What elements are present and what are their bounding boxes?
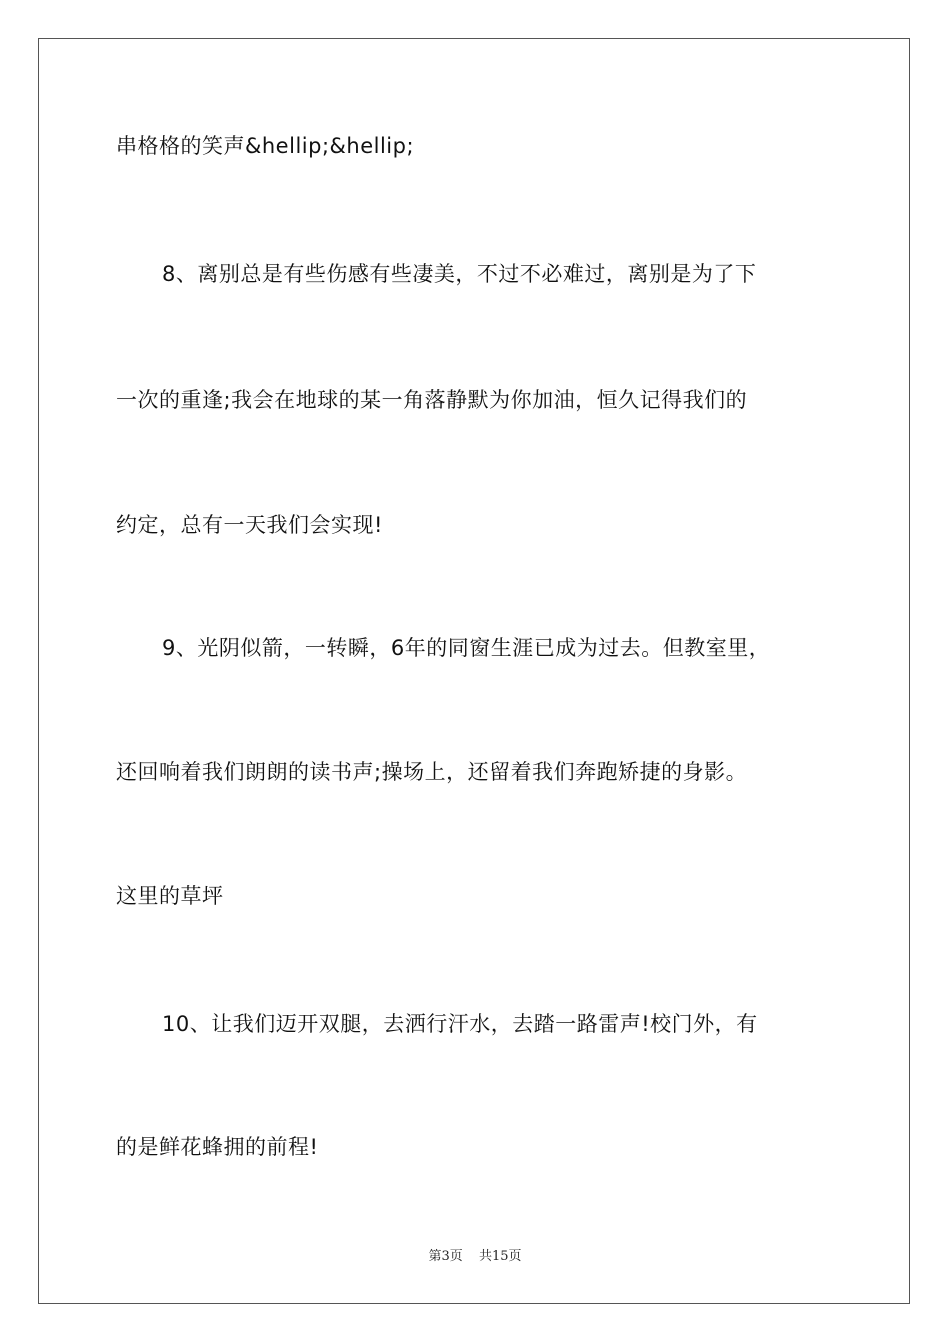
page-number-total: 共15页 bbox=[478, 1249, 522, 1264]
text-line: 约定，总有一天我们会实现! bbox=[116, 513, 383, 537]
text-line: 这里的草坪 bbox=[116, 884, 224, 908]
text-line: 8、离别总是有些伤感有些凄美，不过不必难过，离别是为了下 bbox=[162, 262, 757, 286]
text-line: 9、光阴似箭，一转瞬，6年的同窗生涯已成为过去。但教室里， bbox=[162, 636, 771, 660]
page-frame bbox=[38, 38, 910, 1304]
text-line: 还回响着我们朗朗的读书声;操场上，还留着我们奔跑矫捷的身影。 bbox=[116, 760, 748, 784]
text-line: 的是鲜花蜂拥的前程! bbox=[116, 1135, 319, 1159]
text-line: 10、让我们迈开双腿，去洒行汗水，去踏一路雷声!校门外，有 bbox=[162, 1012, 758, 1036]
text-line: 串格格的笑声&hellip;&hellip; bbox=[116, 134, 415, 158]
page-number-current: 第3页 bbox=[428, 1249, 463, 1264]
text-line: 一次的重逢;我会在地球的某一角落静默为你加油，恒久记得我们的 bbox=[116, 388, 748, 412]
page-footer bbox=[0, 1248, 950, 1266]
